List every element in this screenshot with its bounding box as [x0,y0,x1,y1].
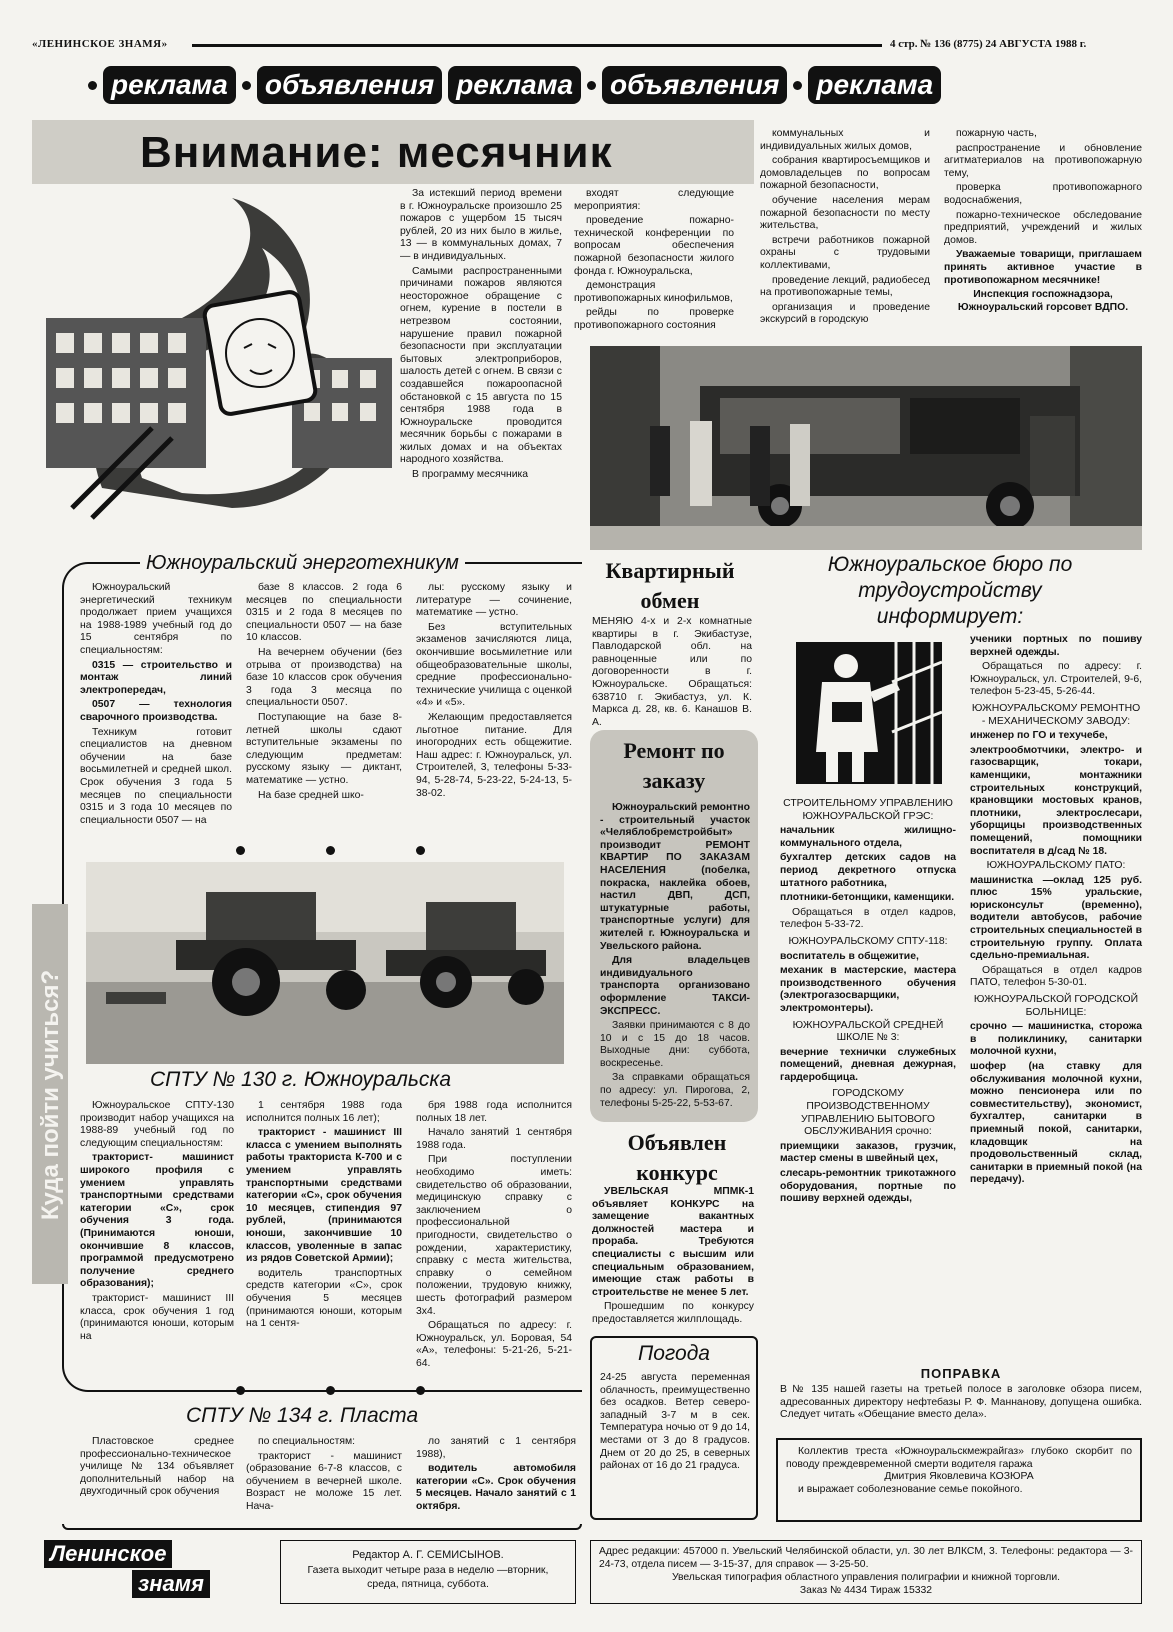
weather-text: 24-25 августа переменная облачность, преимущественно без осадков. Ветер северо-западный 3-7 м в сек. Температура ночью от 9 до 14, местами от 3 до 8 градусов. Днем от 20 до 25, в северных районах от 16 до 21 градуса. [600,1372,750,1472]
fire-paragraph: организация и проведение экскурсий в городскую [760,301,930,326]
bureau-entry: ученики портных по пошиву верхней одежды. [970,634,1142,658]
fire-paragraph: проверка противопожарного водоснабжения, [944,182,1142,206]
bureau-title: Южноуральское бюро по трудоустройству информирует: [827,553,1073,628]
section-dot [416,1386,425,1395]
bureau-entry: инженер по ГО и техучебе, [970,730,1108,742]
contest-paragraph: Прошедшим по конкурсу предоставляется жилплощадь. [592,1301,754,1325]
repair-title: Ремонт по заказу [623,738,725,793]
technikum-paragraph: Желающим предоставляется льготное питание. Для иногородних есть общежитие. Наш адрес: г. Южноуральск, ул. Строителей, 3, телефоны 5-33-94, 5-28-74, 5-23-22, 5-24-13, 5-38-02. [416,711,572,799]
masthead [32,38,1142,54]
fire-paragraph: обучение населения мерам пожарной безопасности по месту жительства, [760,194,930,232]
repair-paragraph: Южноуральский ремонтно - строительный участок «Челяблобремстройбыт» производит РЕМОНТ КВАРТИР ПО ЗАКАЗАМ НАСЕЛЕНИЯ (побелка, покраска, наклейка обоев, настил ДВП, ДСП, штукатурные работы, транспортные услуги) для жителей г. Южноуральска и Увельского района. [600,802,750,952]
masthead-issue: 4 стр. № 136 (8775) 24 АВГУСТА 1988 г. [890,38,1087,50]
bureau-entry: ЮЖНОУРАЛЬСКОМУ СПТУ-118: [788,935,948,947]
fire-title-band [32,120,754,184]
technikum-paragraph: На базе средней шко- [258,789,364,801]
banner-word: реклама [808,66,941,104]
repair-paragraph: Заявки принимаются с 8 до 10 и с 15 до 18 часов. Выходные дни: суббота, воскресенье. [600,1020,750,1069]
sptu130-paragraph: При поступлении необходимо иметь: свидетельство об образовании, медицинскую справку с заключением о профессиональной пригодности, свидетельство о рождении, характеристику, справку с места жительства, справку о семейном положении, трудовую книжку, шесть фотографий размером 3х4. [416,1154,572,1317]
technikum-paragraph: Без вступительных экзаменов зачисляются лица, окончившие восьмилетние или общеобразовательные школы, средние профессионально-технические училища с оценкой «4» и «5». [416,621,572,709]
obituary-line1: Коллектив треста «Южноуральскмежрайгаз» глубоко скорбит по поводу преждевременной смерти водителя гаража [786,1446,1132,1470]
obituary-line2: и выражает соболезнование семье покойного. [798,1483,1023,1495]
sptu130-col-3 [416,1100,572,1369]
sptu134-title: СПТУ № 134 г. Пласта [186,1404,419,1427]
footer-editor: Редактор А. Г. СЕМИСЫНОВ. [352,1549,504,1561]
bureau-entry: плотники-бетонщики, каменщики. [780,892,955,904]
sptu134-paragraph: по специальностям: [258,1436,356,1447]
banner-dot [587,81,596,90]
fire-paragraph: проведение лекций, радиобесед на противопожарные темы, [760,274,930,299]
fire-col-2 [574,188,734,340]
exchange-text: МЕНЯЮ 4-х и 2-х комнатные квартиры в г. Экибастузе, Павлодарской обл. на равноценные или по договоренности в г. Южноуральске. Обращаться: 638710 г. Экибастуз, ул. К. Маркса д. 28, кв. 6. Канашов В. А. [592,616,752,728]
bureau-col-2 [970,634,1142,1358]
fire-paragraph: Уважаемые товарищи, приглашаем принять активное участие в противопожарном месячнике! [944,249,1142,286]
sptu130-title: СПТУ № 130 г. Южноуральска [150,1068,452,1091]
technikum-paragraph: На вечернем обучении (без отрыва от производства) на базе 10 классов срок обучения 3 года 3 месяца по специальности 0507. [246,646,402,709]
sptu130-paragraph: тракторист- машинист III класса, срок обучения 1 год (принимаются юноши, которым на [80,1292,234,1342]
exchange-title: Квартирный обмен [605,558,735,613]
footer-address: Адрес редакции: 457000 п. Увельский Челябинской области, ул. 30 лет ВЛКСМ, 3. Телефоны: редактора — 3-24-73, отдела писем — 3-15-37, для справок — 3-25-50. [599,1546,1133,1570]
fire-paragraph: проведение пожарно-технической конференции по вопросам обеспечения пожарной безопасности жилого фонда г. Южноуральска, [574,215,734,277]
sptu130-col-2 [246,1100,402,1336]
footer-editor-box [280,1540,576,1604]
fire-col-3 [760,128,930,340]
banner-dot [88,81,97,90]
bureau-entry: шофер (на ставку для обслуживания молочной кухни, можно пенсионера или по совместительству), экономист, бухгалтер, санитарки в приемный покой, санитарки, кладовщик на продовольственный склад, санитарки в приемный покой (на передачу). [970,1061,1142,1186]
bureau-entry: ЮЖНОУРАЛЬСКОМУ ПАТО: [986,860,1126,872]
technikum-paragraph: лы: русскому языку и литературе — сочинение, математике — устно. [416,582,572,619]
sptu130-paragraph: тракторист - машинист III класса с умением выполнять работы тракториста К-700 и с умением управлять транспортными средствами категории «С», срок обучения 10 месяцев, стипендия 97 рублей, (принимаются юноши, закончившие 10 классов, уволенные в запас из рядов Советской Армии); [246,1127,402,1265]
technikum-paragraph: базе 8 классов. 2 года 6 месяцев по специальности 0315 и 2 года 8 месяцев по специальности 0507 — на базе 10 классов. [246,582,402,644]
bureau-entry: ГОРОДСКОМУ ПРОИЗВОДСТВЕННОМУ УПРАВЛЕНИЮ БЫТОВОГО ОБСЛУЖИВАНИЯ срочно: [801,1088,935,1138]
banner-word: объявления [257,66,442,104]
footer-info-box [590,1540,1142,1604]
bureau-entry: начальник жилищно-коммунального отдела, [780,825,956,849]
footer-schedule: Газета выходит четыре раза в неделю —вторник, среда, пятница, суббота. [307,1564,549,1590]
bureau-entry: СТРОИТЕЛЬНОМУ УПРАВЛЕНИЮ ЮЖНОУРАЛЬСКОЙ ГРЭС: [783,798,953,822]
section-dot [236,1386,245,1395]
technikum-paragraph: Поступающие на базе 8-летней школы сдают вступительные экзамены по следующим предметам: русскому языку — диктант, математике — устно. [246,711,402,786]
weather-title: Погода [638,1342,710,1365]
fire-paragraph: распространение и обновление агитматериалов на противопожарную тему, [944,142,1142,179]
sptu134-paragraph: Пластовское среднее профессионально-техническое училище № 134 объявляет дополнительный набор на двухгодичный срок обучения [80,1436,234,1498]
technikum-col-3 [416,582,572,832]
banner-word: реклама [448,66,581,104]
bureau-entry: ЮЖНОУРАЛЬСКОМУ РЕМОНТНО - МЕХАНИЧЕСКОМУ ЗАВОДУ: [971,702,1141,727]
sptu130-paragraph: Южноуральское СПТУ-130 производит набор учащихся на 1988-89 учебный год по следующим специальностям: [80,1100,234,1149]
banner-dot [793,81,802,90]
bureau-col-1 [780,798,956,1358]
technikum-paragraph: Техникум готовит специалистов на дневном обучении на базе восьмилетней и средней школ. Срок обучения 3 года 5 месяцев по специальности 0315 и 3 года 10 месяцев по специальности 0507 — на [80,726,232,826]
bureau-entry: Обращаться в отдел кадров, телефон 5-33-72. [780,906,956,931]
fire-truck-photo [590,346,1142,550]
bureau-entry: электрообмотчики, электро- и газосварщик, токари, каменщики, монтажники строительных конструкций, крановщики мостовых кранов, плотники, электрослесари, уборщицы производственных помещений, помощники воспитателя в д/сад № 18. [970,744,1142,857]
banner-word: объявления [602,66,787,104]
contest-title: Объявлен конкурс [627,1130,727,1185]
section-dot [326,1386,335,1395]
sptu130-paragraph: 1 сентября 1988 года исполнится полных 16 лет); [246,1100,402,1124]
technikum-title: Южноуральский энерготехникум [140,552,465,575]
side-label-text: Куда пойти учиться? [37,969,64,1221]
bureau-entry: ЮЖНОУРАЛЬСКОЙ ГОРОДСКОЙ БОЛЬНИЦЕ: [973,994,1139,1018]
fire-paragraph: В программу месячника [412,469,529,481]
bureau-entry: вечерние технички служебных помещений, дневная дежурная, гардеробщица. [780,1046,956,1083]
banner-dot [242,81,251,90]
footer-printing: Увельская типография областного управления полиграфии и книжной торговли. [671,1572,1061,1583]
bureau-entry: Обращаться в отдел кадров ПАТО, телефон 5-30-01. [970,964,1142,989]
correction-text: В № 135 нашей газеты на третьей полосе в заголовке обзора писем, адресованных директору нефтебазы Р. Ф. Маннанову, допущена ошибка. Следует читать «Обещание вместо дела». [780,1384,1142,1421]
technikum-col-2 [246,582,402,832]
bureau-entry: бухгалтер детских садов на период декретного отпуска штатного работника, [780,852,956,889]
sptu134-paragraph: тракторист - машинист (образование 6-7-8 классов, с обучением в вечерней школе. Возраст не моложе 15 лет. Нача- [246,1450,402,1512]
fire-col-1 [400,188,562,528]
fire-paragraph: встречи работников пожарной охраны с трудовыми коллективами, [760,234,930,271]
sptu134-box-bottom [62,1524,582,1530]
section-dot [416,846,425,855]
fire-paragraph: рейды по проверке противопожарного состояния [574,307,734,331]
footer-logo-line2: знамя [132,1570,210,1598]
sptu134-paragraph: ло занятий с 1 сентября 1988), [416,1436,576,1460]
obituary-box [776,1438,1142,1522]
sptu130-paragraph: водитель транспортных средств категории «С», срок обучения 5 месяцев (принимаются юноши, которым на 1 сентя- [246,1267,402,1330]
bureau-entry: слесарь-ремонтник трикотажного оборудования, портные по пошиву верхней одежды, [780,1168,956,1205]
technikum-paragraph: Южноуральский энергетический техникум продолжает прием учащихся на 1988-1989 учебный год до 15 сентября по специальностям: [80,582,232,656]
repair-text [600,802,750,1116]
sptu134-paragraph: водитель автомобиля категории «С». Срок обучения 5 месяцев. Начало занятий с 1 октября. [416,1463,576,1512]
fire-paragraph: За истекший период времени в г. Южноуральске произошло 25 пожаров с ущербом 15 тысяч рублей, 20 из них было в жилье, 13 — в коммунальных домах, 7 — в индивидуальных. [400,188,562,262]
bureau-entry: воспитатель в общежитие, [780,950,919,962]
fire-signature: Инспекция госпожнадзора, Южноуральский горсовет ВДПО. [957,289,1129,313]
bureau-entry: Обращаться по адресу: г. Южноуральск, ул. Строителей, 9-6, телефон 5-23-45, 5-26-44. [970,661,1142,698]
bureau-entry: ЮЖНОУРАЛЬСКОЙ СРЕДНЕЙ ШКОЛЕ № 3: [792,1019,944,1044]
sptu134-col-3 [416,1436,576,1520]
section-dot [326,846,335,855]
fire-paragraph: демонстрация противопожарных кинофильмов, [574,280,733,304]
fire-paragraph: коммунальных и индивидуальных жилых домов, [760,128,930,152]
repair-paragraph: За справками обращаться по адресу: ул. Пирогова, 2, телефоны 5-25-22, 5-53-67. [600,1072,750,1109]
obituary-name: Дмитрия Яковлевича КОЗЮРА [884,1471,1034,1483]
tractors-photo [86,862,564,1064]
sptu130-paragraph: Начало занятий 1 сентября 1988 года. [416,1127,572,1151]
sptu130-col-1 [80,1100,234,1342]
fire-paragraph: собрания квартиросъемщиков и домовладельцев по вопросам пожарной безопасности, [760,155,930,192]
section-dot [236,846,245,855]
bureau-entry: машинистка —оклад 125 руб. плюс 15% уральские, юрисконсульт (временно), водители автобусов, рабочие строительных специальностей в строительную группу. Оплата сдельно-премиальная. [970,874,1142,962]
bureau-entry: механик в мастерские, мастера производственного обучения (электрогазосварщики, электромонтеры). [780,965,956,1014]
masthead-rule [192,44,882,47]
footer-order: Заказ № 4434 Тираж 15332 [799,1585,933,1596]
technikum-paragraph: 0507 — технология сварочного производства. [80,699,232,723]
fire-col-4 [944,128,1142,340]
banner-word: реклама [103,66,236,104]
bureau-entry: срочно — машинистка, сторожа в поликлинику, санитарки молочной кухни, [970,1021,1142,1058]
repair-paragraph: Для владельцев индивидуального транспорта организовано оформление ТАКСИ-ЭКСПРЕСС. [600,955,750,1017]
footer-logo [44,1540,280,1604]
sptu130-paragraph: бря 1988 года исполнится полных 18 лет. [416,1100,572,1124]
fire-paragraph: входят следующие мероприятия: [574,188,734,212]
contest-paragraph: УВЕЛЬСКАЯ МПМК-1 объявляет КОНКУРС на замещение вакантных должностей мастера и прораба. Требуются специалисты с высшим или специальным образованием, имеющие стаж работы в строительстве не менее 5 лет. [592,1186,754,1298]
fire-title: Внимание: месячник [140,128,613,177]
correction-title: ПОПРАВКА [920,1366,1002,1381]
fire-paragraph: пожарную часть, [956,128,1037,139]
worker-illustration [796,642,942,784]
fire-illustration [32,188,398,528]
sptu130-paragraph: Обращаться по адресу: г. Южноуральск, ул. Боровая, 54 «А», телефоны: 5-21-26, 5-21-64. [416,1320,572,1369]
ad-banner [88,64,1093,106]
technikum-col-1 [80,582,232,832]
footer-logo-line1: Ленинское [44,1540,172,1568]
sptu134-col-2 [246,1436,402,1520]
bureau-entry: приемщики заказов, грузчик, мастер смены в швейный цех, [780,1140,956,1165]
sptu130-paragraph: тракторист- машинист широкого профиля с умением управлять транспортными средствами категории «С», срок обучения 3 года. (Принимаются юноши, окончившие 8 классов, программой предусмотрено получение среднего образования); [80,1152,234,1290]
fire-paragraph: пожарно-техническое обследование предприятий, учреждений и жилых домов. [944,209,1142,246]
technikum-paragraph: 0315 — строительство и монтаж линий электропередач, [80,659,232,696]
contest-text [592,1186,754,1332]
masthead-paper-name: «ЛЕНИНСКОЕ ЗНАМЯ» [32,38,168,50]
sptu134-col-1 [80,1436,234,1520]
fire-paragraph: Самыми распространенными причинами пожаров являются неосторожное обращение с огнем, курение в постели в нетрезвом состоянии, нарушение правил пожарной безопасности при эксплуатации бытовых электроприборов, шалость детей с огнем. В связи с создавшейся пожароопасной обстановкой с 15 августа по 15 сентября 1988 года в Южноуральске проводится месячник борьбы с пожарами в жилых домах и на объектах народного хозяйства. [400,265,562,466]
